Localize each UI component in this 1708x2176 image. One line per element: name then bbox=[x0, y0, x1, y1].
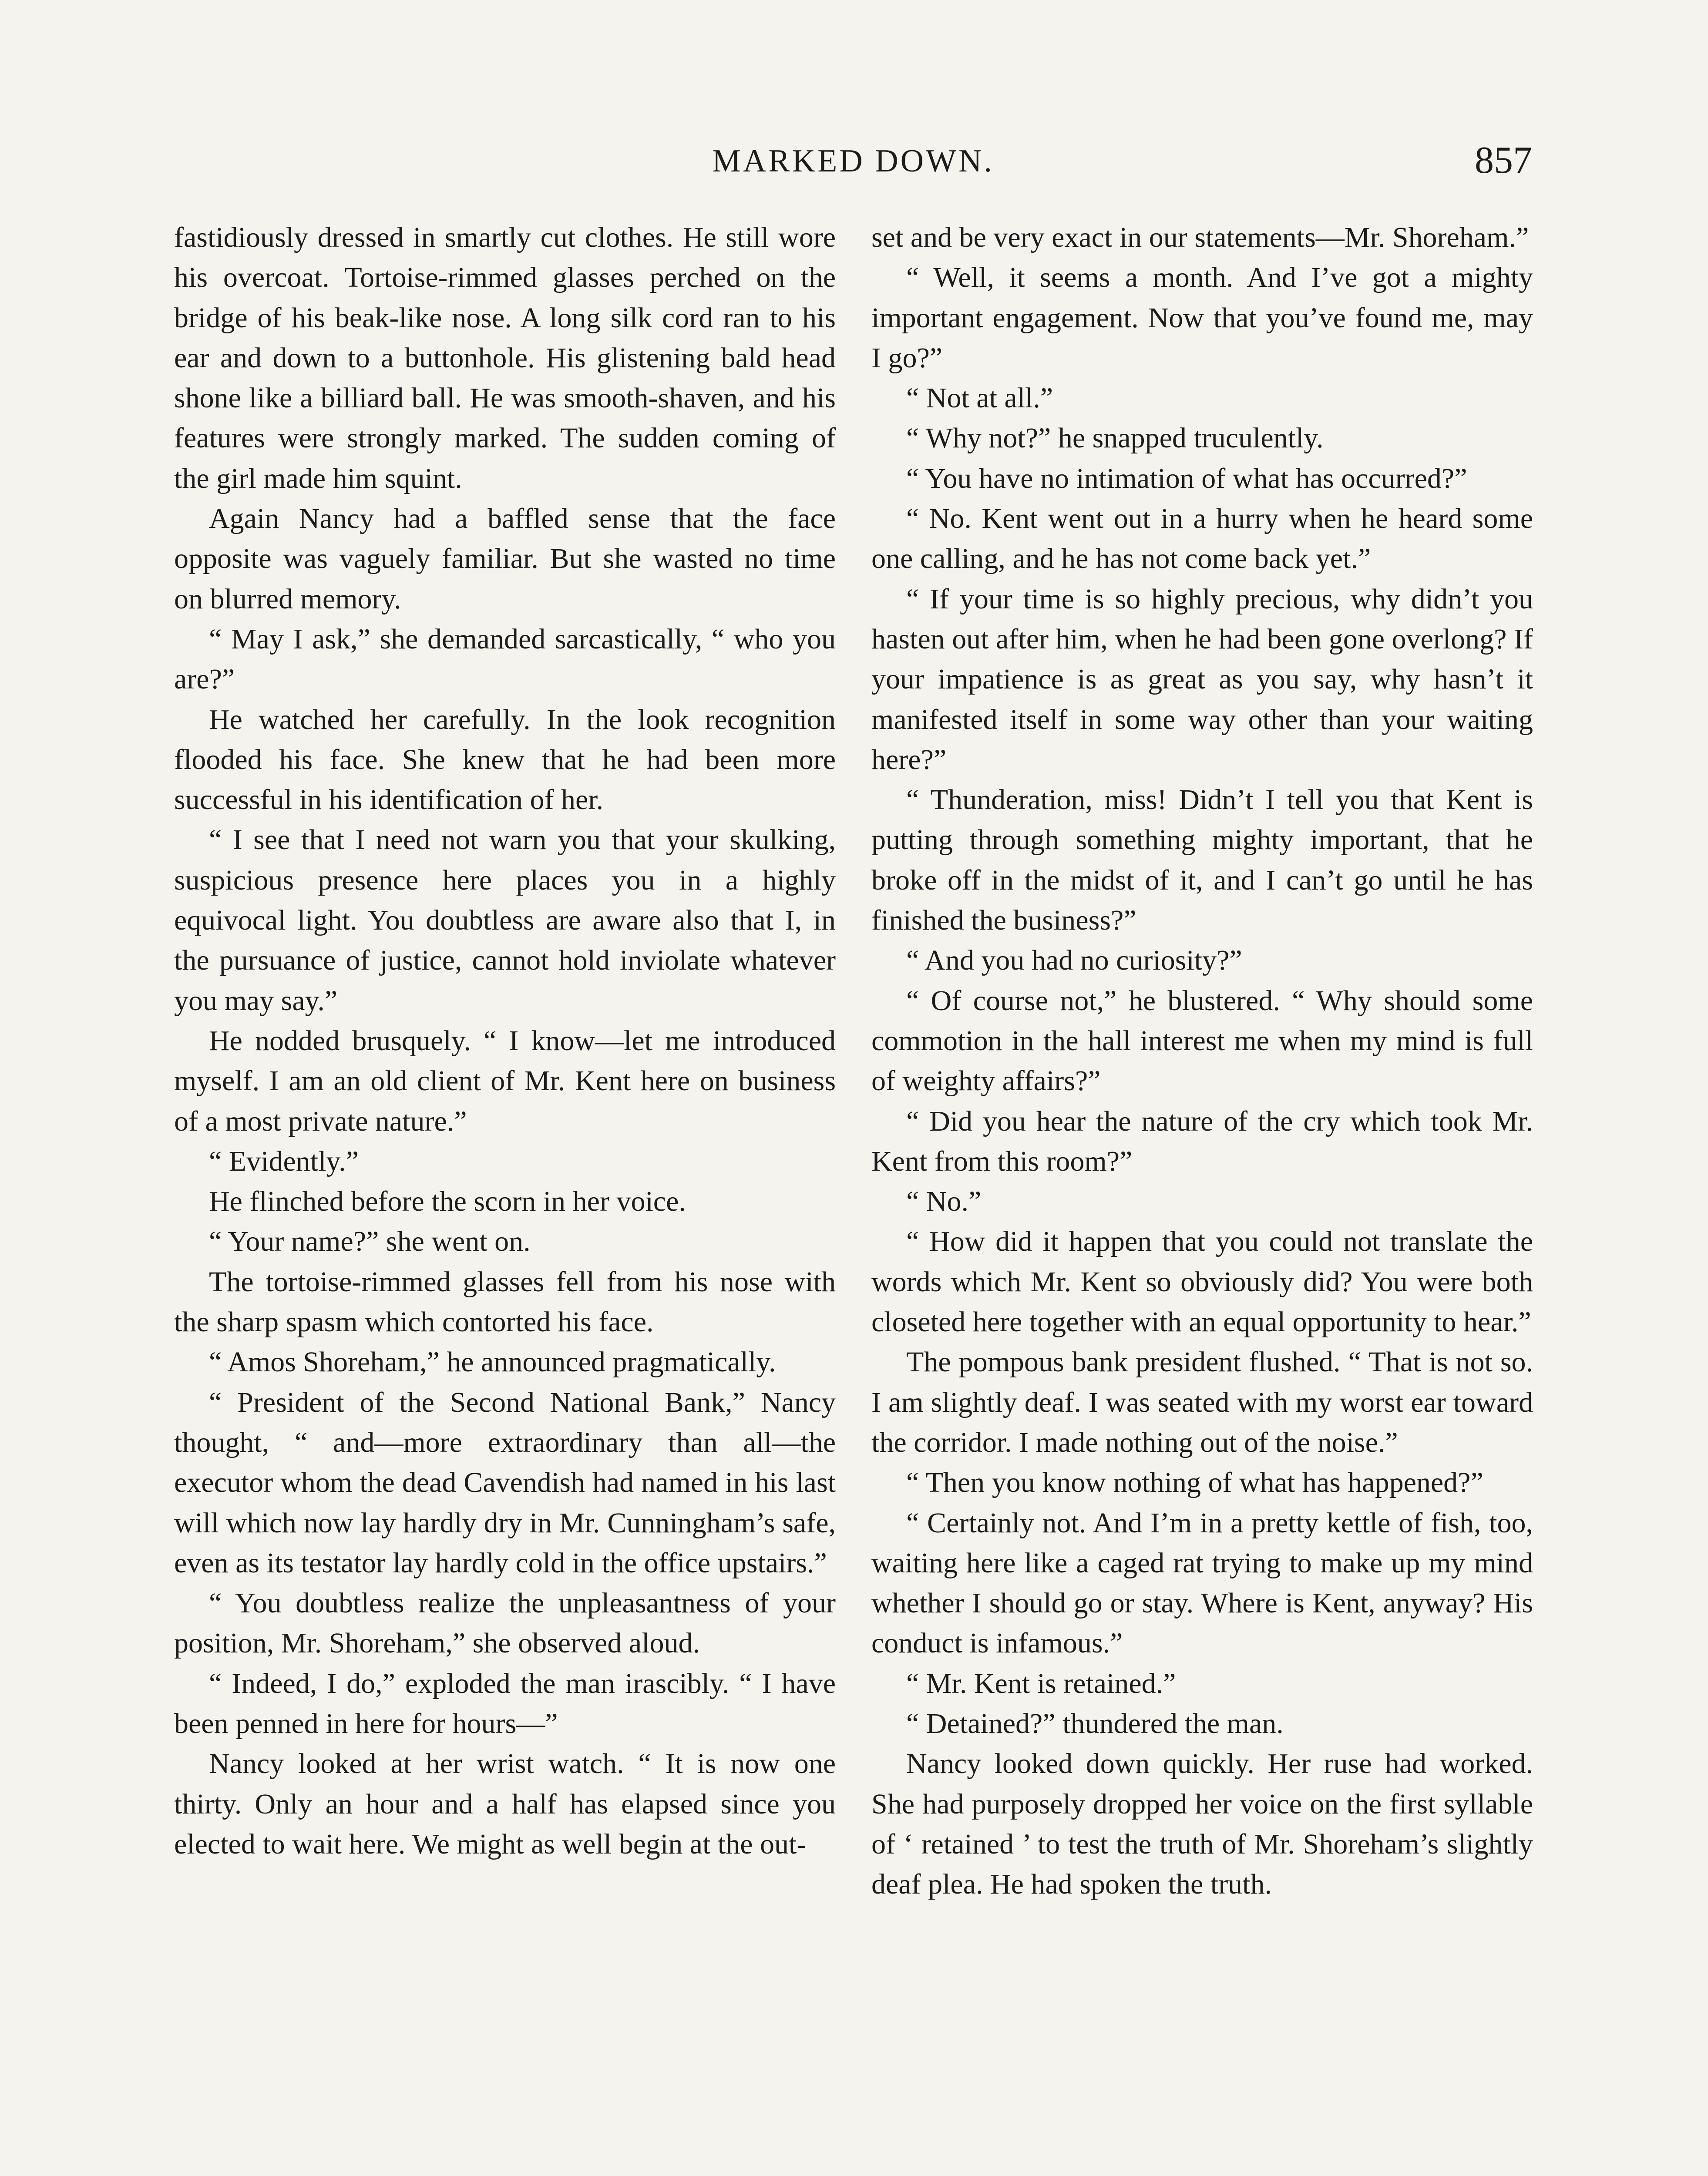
paragraph: “ Why not?” he snapped truculently. bbox=[906, 422, 1324, 454]
running-head: MARKED DOWN. bbox=[712, 143, 994, 179]
page-header bbox=[174, 138, 1532, 191]
paragraph: He flinched before the scorn in her voice. bbox=[209, 1185, 686, 1218]
paragraph: “ How did it happen that you could not translate the words which Mr. Kent so obviously did? You were both closeted here together with an equal opportunity to hear.” bbox=[871, 1226, 1533, 1338]
paragraph: “ If your time is so highly precious, why didn’t you hasten out after him, when he had been gone overlong? If your impatience is as great as you say, why hasn’t it manifested itself in some way other than your waiting here?” bbox=[871, 583, 1533, 776]
paragraph: “ Evidently.” bbox=[209, 1145, 359, 1177]
paragraph: “ Certainly not. And I’m in a pretty kettle of fish, too, waiting here like a caged rat trying to make up my mind whether I should go or stay. Where is Kent, anyway? His conduct is infamous.” bbox=[871, 1507, 1533, 1659]
left-column bbox=[174, 218, 836, 1864]
paragraph: Nancy looked down quickly. Her ruse had worked. She had purposely dropped her voice on the first syllable of ‘ retained ’ to test the truth of Mr. Shoreham’s slightly deaf plea. He had spoken the truth. bbox=[871, 1748, 1533, 1901]
paragraph: The pompous bank president flushed. “ That is not so. I am slightly deaf. I was seated with my worst ear toward the corridor. I made nothing out of the noise.” bbox=[871, 1346, 1533, 1458]
paragraph: “ You doubtless realize the unpleasantness of your position, Mr. Shoreham,” she observed aloud. bbox=[174, 1587, 836, 1659]
paragraph: The tortoise-rimmed glasses fell from his nose with the sharp spasm which contorted his face. bbox=[174, 1266, 836, 1338]
paragraph: “ Thunderation, miss! Didn’t I tell you that Kent is putting through something mighty important, that he broke off in the midst of it, and I can’t go until he has finished the business?” bbox=[871, 784, 1533, 937]
paragraph: fastidiously dressed in smartly cut clothes. He still wore his overcoat. Tortoise-rimmed glasses perched on the bridge of his beak-like nose. A long silk cord ran to his ear and down to a buttonhole. His glistening bald head shone like a billiard ball. He was smooth-shaven, and his features were strongly marked. The sudden coming of the girl made him squint. bbox=[174, 222, 836, 494]
paragraph: “ Detained?” thundered the man. bbox=[906, 1707, 1284, 1739]
paragraph: “ And you had no curiosity?” bbox=[906, 944, 1242, 977]
paragraph: set and be very exact in our statements—Mr. Shoreham.” bbox=[871, 222, 1529, 253]
paragraph: “ President of the Second National Bank,” Nancy thought, “ and—more extraordinary than all—the executor whom the dead Cavendish had named in his last will which now lay hardly dry in Mr. Cunningham’s safe, even as its testator lay hardly cold in the office upstairs.” bbox=[174, 1386, 836, 1579]
paragraph: Again Nancy had a baffled sense that the face opposite was vaguely familiar. But she wasted no time on blurred memory. bbox=[174, 503, 836, 615]
paragraph: “ You have no intimation of what has occurred?” bbox=[906, 462, 1467, 494]
right-column bbox=[871, 218, 1533, 1904]
paragraph: “ Did you hear the nature of the cry which took Mr. Kent from this room?” bbox=[871, 1105, 1533, 1177]
paragraph: “ Well, it seems a month. And I’ve got a mighty important engagement. Now that you’ve found me, may I go?” bbox=[871, 262, 1533, 374]
paragraph: “ Indeed, I do,” exploded the man irascibly. “ I have been penned in here for hours—” bbox=[174, 1667, 836, 1739]
paragraph: “ Then you know nothing of what has happened?” bbox=[906, 1467, 1483, 1499]
paragraph: “ I see that I need not warn you that your skulking, suspicious presence here places you in a highly equivocal light. You doubtless are aware also that I, in the pursuance of justice, cannot hold inviolate whatever you may say.” bbox=[174, 824, 836, 1017]
paragraph: “ May I ask,” she demanded sarcastically, “ who you are?” bbox=[174, 623, 836, 695]
paragraph: “ Mr. Kent is retained.” bbox=[906, 1667, 1176, 1699]
paragraph: “ Not at all.” bbox=[906, 382, 1053, 414]
paragraph: He watched her carefully. In the look recognition flooded his face. She knew that he had been more successful in his identification of her. bbox=[174, 703, 836, 816]
paragraph: “ No. Kent went out in a hurry when he heard some one calling, and he has not come back yet.” bbox=[871, 503, 1533, 575]
paragraph: Nancy looked at her wrist watch. “ It is now one thirty. Only an hour and a half has elapsed since you elected to wait here. We might as well begin at the out- bbox=[174, 1748, 836, 1860]
paragraph: “ Amos Shoreham,” he announced pragmatically. bbox=[209, 1346, 776, 1378]
paragraph: “ Your name?” she went on. bbox=[209, 1226, 531, 1258]
page-number: 857 bbox=[1475, 139, 1532, 181]
paragraph: He nodded brusquely. “ I know—let me introduced myself. I am an old client of Mr. Kent here on business of a most private nature.” bbox=[174, 1024, 836, 1137]
paragraph: “ No.” bbox=[906, 1185, 982, 1218]
paragraph: “ Of course not,” he blustered. “ Why should some commotion in the hall interest me when my mind is full of weighty affairs?” bbox=[871, 984, 1533, 1097]
